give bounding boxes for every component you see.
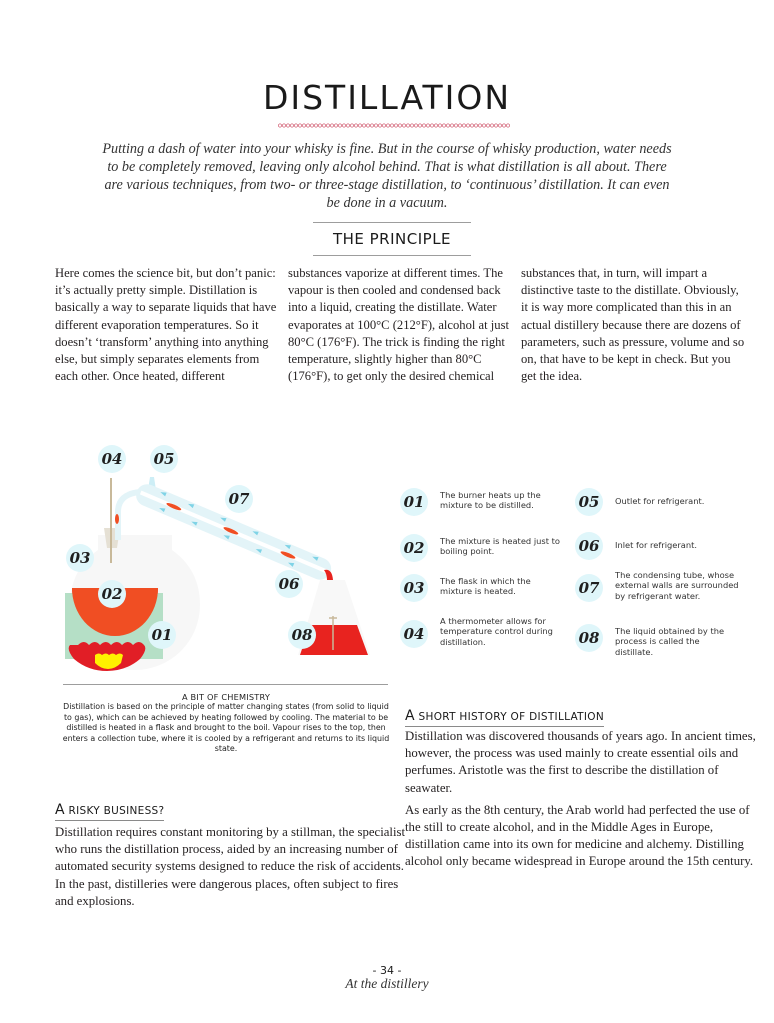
legend-item-06 (575, 532, 750, 568)
chemistry-title: A BIT OF CHEMISTRY (181, 692, 271, 702)
risky-body: Distillation requires constant monitoring by a stillman, the specialist who runs the distillation process, aided by an increasing number of automated security systems designed to reduce the risk of accidents. In the past, distilleries were dangerous places, often subject to fires and explosions. (55, 825, 406, 908)
legend-number: 04 (400, 620, 428, 648)
legend-number: 06 (575, 532, 603, 560)
chemistry-box (58, 692, 394, 754)
section-heading-history: A SHORT HISTORY OF DISTILLATION (405, 708, 604, 727)
legend-item-02 (400, 534, 575, 570)
diagram-label-03: 03 (66, 544, 94, 572)
legend-item-04 (400, 616, 575, 656)
history-paragraph-1: Distillation was discovered thousands of years ago. In ancient times, however, the process was used mainly to create essential oils and perfumes. Aristotle was the first to describe the distillation of seawater. (405, 729, 756, 795)
diagram-label-04: 04 (98, 445, 126, 473)
chemistry-divider (63, 684, 388, 685)
section-heading-principle: THE PRINCIPLE (313, 222, 471, 256)
legend-text: The burner heats up the mixture to be distilled. (440, 490, 541, 511)
legend-text: The liquid obtained by the process is called the distillate. (615, 626, 725, 657)
page-number: - 34 - (372, 964, 402, 977)
decorative-wavy-rule (278, 123, 510, 128)
diagram-label-02: 02 (98, 580, 126, 608)
principle-column-3: substances that, in turn, will impart a distinctive taste to the distillate. Obviously, it is way more complicated than this in an actual distillery because there are dozens of parameters, such as pressure, volume and so on, that have to be kept in check. But you get the idea. (521, 266, 745, 384)
principle-column-2: substances vaporize at different times. The vapour is then cooled and condensed back into a liquid, creating the distillate. Water evaporates at 100°C (212°F), alcohol at just 80°C (176°F). The trick is finding the right temperature, slightly higher than 80°C (176°F), to get only the desired chemical (288, 266, 509, 384)
apparatus-illustration (50, 440, 390, 680)
diagram-legend (400, 488, 750, 658)
diagram-label-06: 06 (275, 570, 303, 598)
legend-item-05 (575, 488, 750, 524)
legend-text: Inlet for refrigerant. (615, 540, 698, 550)
legend-number: 03 (400, 574, 428, 602)
legend-number: 07 (575, 574, 603, 602)
legend-item-01 (400, 488, 575, 524)
legend-item-03 (400, 574, 575, 610)
legend-item-08 (575, 624, 750, 660)
page-title: DISTILLATION (262, 78, 512, 117)
distillation-diagram (50, 440, 390, 680)
diagram-label-05: 05 (150, 445, 178, 473)
legend-number: 08 (575, 624, 603, 652)
legend-number: 02 (400, 534, 428, 562)
diagram-label-07: 07 (225, 485, 253, 513)
legend-text: The flask in which the mixture is heated. (440, 576, 531, 597)
legend-text: The condensing tube, whose external walls are surrounded by refrigerant water. (615, 570, 739, 601)
intro-paragraph: Putting a dash of water into your whisky is fine. But in the course of whisky production, water needs to be completely removed, leaving only alcohol behind. That is what distillation is all about. There are various techniques, from two- or three-stage distillation, to ‘continuous’ distillation. It can even be done in a vacuum. (102, 141, 672, 211)
legend-number: 05 (575, 488, 603, 516)
principle-column-1: Here comes the science bit, but don’t panic: it’s actually pretty simple. Distillation is basically a way to separate liquids that have different evaporation temperatures. So it doesn’t ‘transform’ anything into anything else, but simply separates elements from each other. Once heated, different (55, 266, 277, 384)
legend-number: 01 (400, 488, 428, 516)
legend-text: A thermometer allows for temperature control during distillation. (440, 616, 553, 647)
history-paragraph-2: As early as the 8th century, the Arab world had perfected the use of the still to create alcohol, and in the Middle Ages in Europe, distillation came into its own for medicine and alchemy. Distilling alcohol only became widespread in Europe around the 15th century. (405, 802, 754, 869)
legend-item-07 (575, 570, 750, 610)
diagram-label-01: 01 (148, 621, 176, 649)
legend-text: Outlet for refrigerant. (615, 496, 705, 506)
chemistry-body: Distillation is based on the principle of matter changing states (from solid to liquid to gas), which can be achieved by heating followed by cooling. The material to be distilled is heated in a flask and brought to the boil. Vapour rises to the top, then enters a collection tube, where it is cooled by a refrigerant and returns to its liquid state. (62, 702, 390, 754)
history-body (405, 728, 765, 876)
legend-text: The mixture is heated just to boiling point. (440, 536, 560, 557)
running-title: At the distillery (345, 976, 429, 991)
section-heading-risky: A RISKY BUSINESS? (55, 802, 164, 821)
diagram-label-08: 08 (288, 621, 316, 649)
